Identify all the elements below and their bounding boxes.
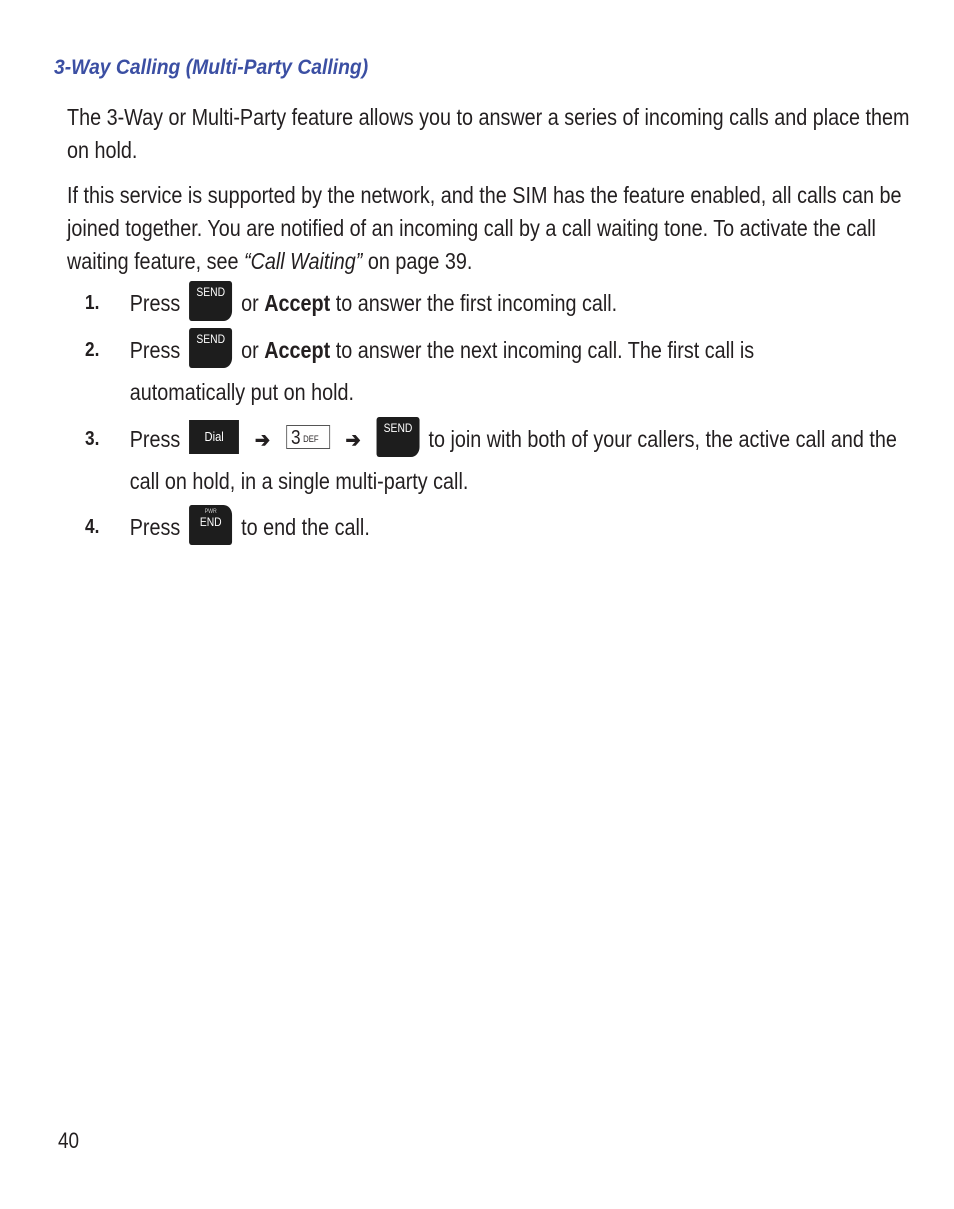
step-or: or — [241, 337, 259, 363]
step-press: Press — [129, 290, 181, 316]
key-3-icon: 3 DEF — [286, 425, 330, 449]
step-number: 4. — [85, 516, 100, 538]
step-or: or — [241, 290, 259, 316]
send-key-icon: SEND — [189, 281, 232, 321]
send-key-icon: SEND — [189, 328, 232, 368]
step-press: Press — [129, 514, 181, 540]
send-key-icon: SEND — [377, 417, 420, 457]
step-number: 3. — [85, 428, 100, 450]
step-number: 2. — [85, 339, 100, 361]
step-text: to end the call. — [241, 514, 370, 540]
intro-paragraph-text: The 3-Way or Multi-Party feature allows you to answer a series of incoming calls and place them on hold. — [67, 104, 910, 163]
call-waiting-link[interactable]: “Call Waiting” — [244, 248, 363, 274]
call-waiting-text: If this service is supported by the network, and the SIM has the feature enabled, all calls can be joined together. You are notified of an incoming call by a call waiting tone. To activate the call waiting feature, see — [67, 182, 902, 274]
step-press: Press — [129, 426, 181, 452]
accept-label: Accept — [264, 290, 331, 316]
arrow-icon: ➔ — [345, 429, 361, 452]
step-text: to answer the next incoming call. The first call is automatically put on hold. — [129, 337, 755, 405]
end-key-icon: PWR END — [189, 505, 232, 545]
call-waiting-paragraph — [67, 179, 902, 278]
page-number: 40 — [58, 1128, 80, 1153]
section-heading: 3-Way Calling (Multi-Party Calling) — [54, 56, 369, 79]
dial-softkey-icon: Dial — [189, 420, 239, 454]
intro-paragraph — [67, 101, 910, 167]
step-number: 1. — [85, 292, 100, 314]
arrow-icon: ➔ — [254, 429, 271, 452]
call-waiting-suffix: on page 39. — [362, 248, 473, 274]
step-press: Press — [129, 337, 181, 363]
accept-label: Accept — [264, 337, 331, 363]
step-text: to join with both of your callers, the active call and the call on hold, in a single multi-party call. — [129, 426, 897, 494]
step-text: to answer the first incoming call. — [335, 290, 618, 316]
